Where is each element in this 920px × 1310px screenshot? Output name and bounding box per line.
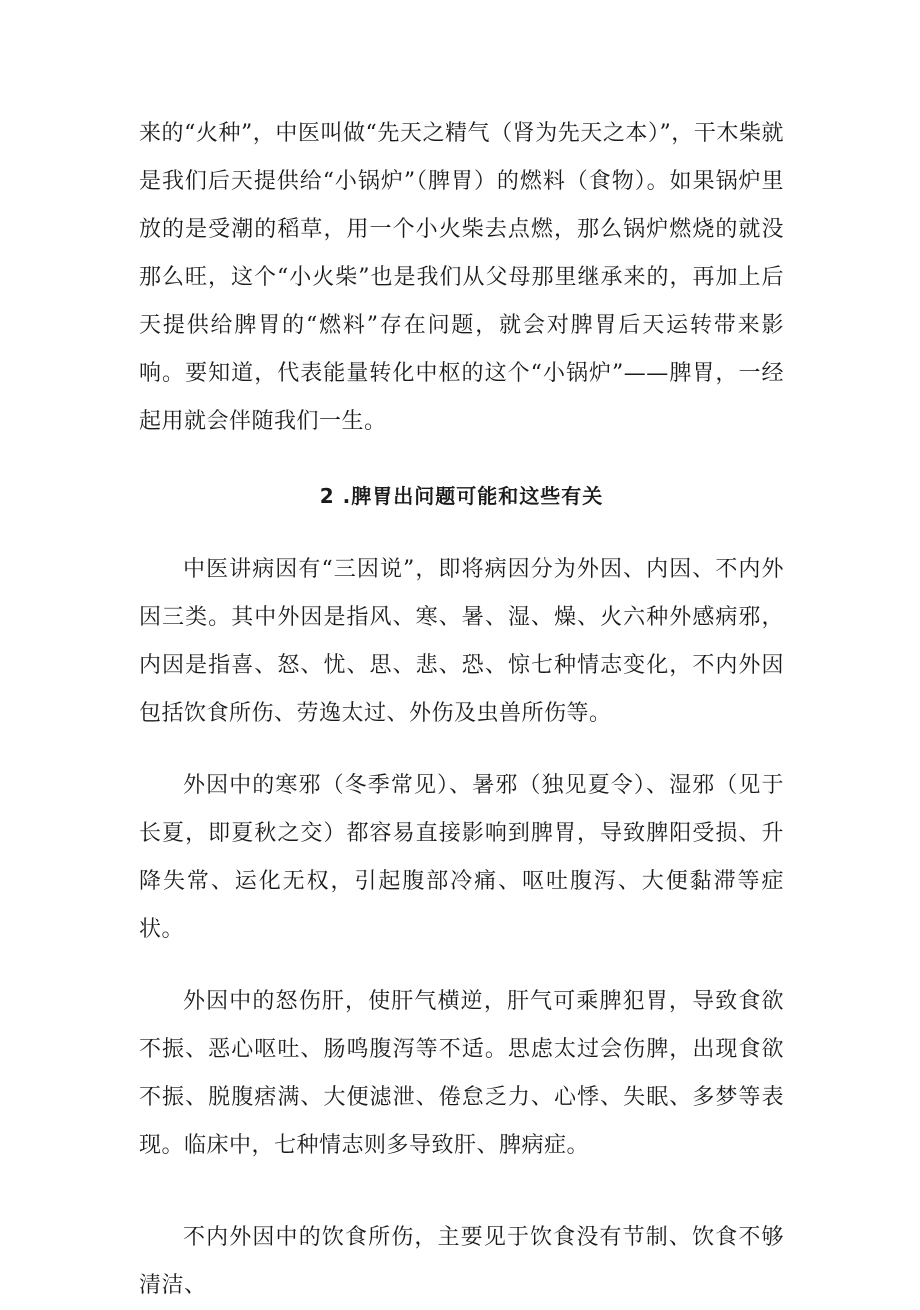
- paragraph-fire-seed: 来的“火种”，中医叫做“先天之精气（肾为先天之本）”，干木柴就是我们后天提供给“小锅炉”（脾胃）的燃料（食物）。如果锅炉里放的是受潮的稻草，用一个小火柴去点燃，那么锅炉燃烧的就没那么旺，这个“小火柴”也是我们从父母那里继承来的，再加上后天提供给脾胃的“燃料”存在问题，就会对脾胃后天运转带来影响。要知道，代表能量转化中枢的这个“小锅炉”——脾胃，一经起用就会伴随我们一生。: [139, 121, 784, 434]
- paragraph-spacer: [139, 954, 784, 978]
- paragraph-diet: 不内外因中的饮食所伤，主要见于饮食没有节制、饮食不够清洁、: [139, 1225, 784, 1298]
- paragraph-three-causes: 中医讲病因有“三因说”，即将病因分为外因、内因、不内外因三类。其中外因是指风、寒、暑、湿、燥、火六种外感病邪，内因是指喜、怒、忧、思、悲、恐、惊七种情志变化，不内外因包括饮食所伤、劳逸太过、外伤及虫兽所伤等。: [139, 557, 784, 726]
- paragraph-external-causes: 外因中的寒邪（冬季常见）、暑邪（独见夏令）、湿邪（见于长夏，即夏秋之交）都容易直接影响到脾胃，导致脾阳受损、升降失常、运化无权，引起腹部冷痛、呕吐腹泻、大便黏滞等症状。: [139, 773, 784, 942]
- paragraph-emotions: 外因中的怒伤肝，使肝气横逆，肝气可乘脾犯胃，导致食欲不振、恶心呕吐、肠鸣腹泻等不适。思虑太过会伤脾，出现食欲不振、脱腹痞满、大便滤泄、倦怠乏力、心悸、失眠、多梦等表现。临床中，七种情志则多导致肝、脾病症。: [139, 989, 784, 1158]
- paragraph-spacer: [139, 1170, 784, 1214]
- document-body: [139, 110, 784, 1310]
- paragraph-spacer: [139, 738, 784, 762]
- section-heading: 2 .脾胃出问题可能和这些有关: [319, 484, 604, 508]
